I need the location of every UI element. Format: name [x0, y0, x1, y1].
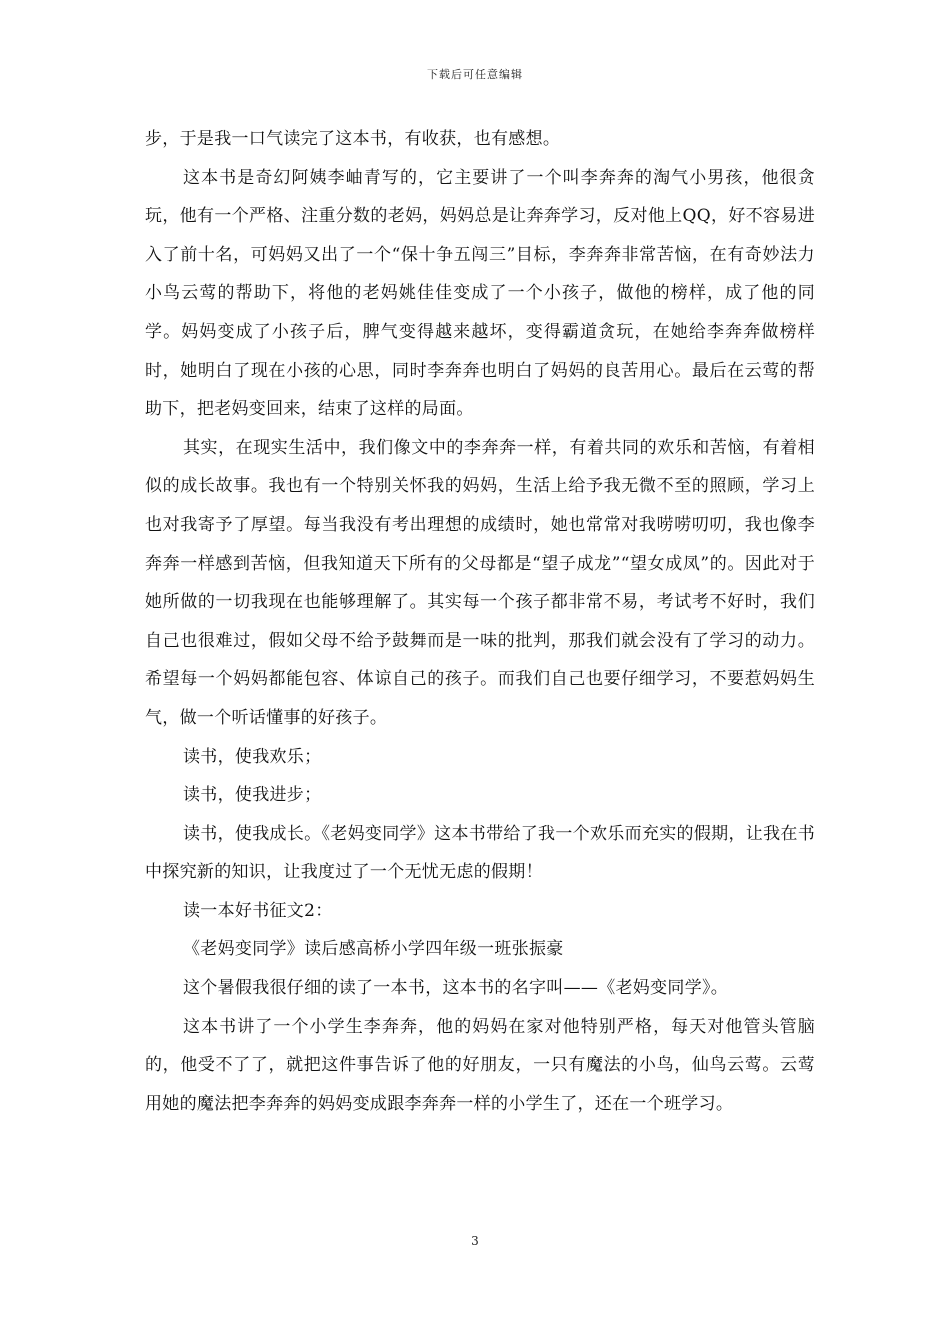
paragraph-reading-progress: 读书，使我进步；	[183, 785, 322, 806]
essay-2-summary: 这本书讲了一个小学生李奔奔，他的妈妈在家对他特别严格，每天对他管头管脑的，他受不了了，就把这件事告诉了他的好朋友，一只有魔法的小鸟，仙鸟云莺。云莺用她的魔法把李奔奔的妈妈变成跟李奔奔一样的小学生了，还在一个班学习。	[145, 1016, 815, 1114]
essay-2-intro: 这个暑假我很仔细的读了一本书，这本书的名字叫——《老妈变同学》。	[183, 978, 729, 999]
paragraph-reading-joy: 读书，使我欢乐；	[183, 746, 322, 767]
paragraph-reading-growth: 读书，使我成长。《老妈变同学》这本书带给了我一个欢乐而充实的假期，让我在书中探究新的知识，让我度过了一个无忧无虑的假期！	[145, 823, 815, 883]
document-body	[145, 120, 815, 1123]
paragraph-summary: 这本书是奇幻阿姨李岫青写的，它主要讲了一个叫李奔奔的淘气小男孩，他很贪玩，他有一个严格、注重分数的老妈，妈妈总是让奔奔学习，反对他上QQ，好不容易进入了前十名，可妈妈又出了一个“保十争五闯三”目标，李奔奔非常苦恼，在有奇妙法力小鸟云莺的帮助下，将他的老妈姚佳佳变成了一个小孩子，做他的榜样，成了他的同学。妈妈变成了小孩子后，脾气变得越来越坏，变得霸道贪玩，在她给李奔奔做榜样时，她明白了现在小孩的心思，同时李奔奔也明白了妈妈的良苦用心。最后在云莺的帮助下，把老妈变回来，结束了这样的局面。	[145, 167, 815, 420]
paragraph-continuation: 步，于是我一口气读完了这本书，有收获，也有感想。	[145, 129, 561, 149]
paragraph-reflection: 其实，在现实生活中，我们像文中的李奔奔一样，有着共同的欢乐和苦恼，有着相似的成长故事。我也有一个特别关怀我的妈妈，生活上给予我无微不至的照顾，学习上也对我寄予了厚望。每当我没有考出理想的成绩时，她也常常对我唠唠叨叨，我也像李奔奔一样感到苦恼，但我知道天下所有的父母都是“望子成龙”“望女成凤”的。因此对于她所做的一切我现在也能够理解了。其实每一个孩子都非常不易，考试考不好时，我们自己也很难过，假如父母不给予鼓舞而是一味的批判，那我们就会没有了学习的动力。希望每一个妈妈都能包容、体谅自己的孩子。而我们自己也要仔细学习，不要惹妈妈生气，做一个听话懂事的好孩子。	[145, 437, 815, 728]
essay-2-heading: 读一本好书征文2：	[183, 900, 333, 921]
essay-2-title: 《老妈变同学》读后感高桥小学四年级一班张振豪	[183, 939, 564, 960]
page-number: 3	[471, 1234, 479, 1248]
page-header: 下载后可任意编辑	[427, 68, 523, 81]
